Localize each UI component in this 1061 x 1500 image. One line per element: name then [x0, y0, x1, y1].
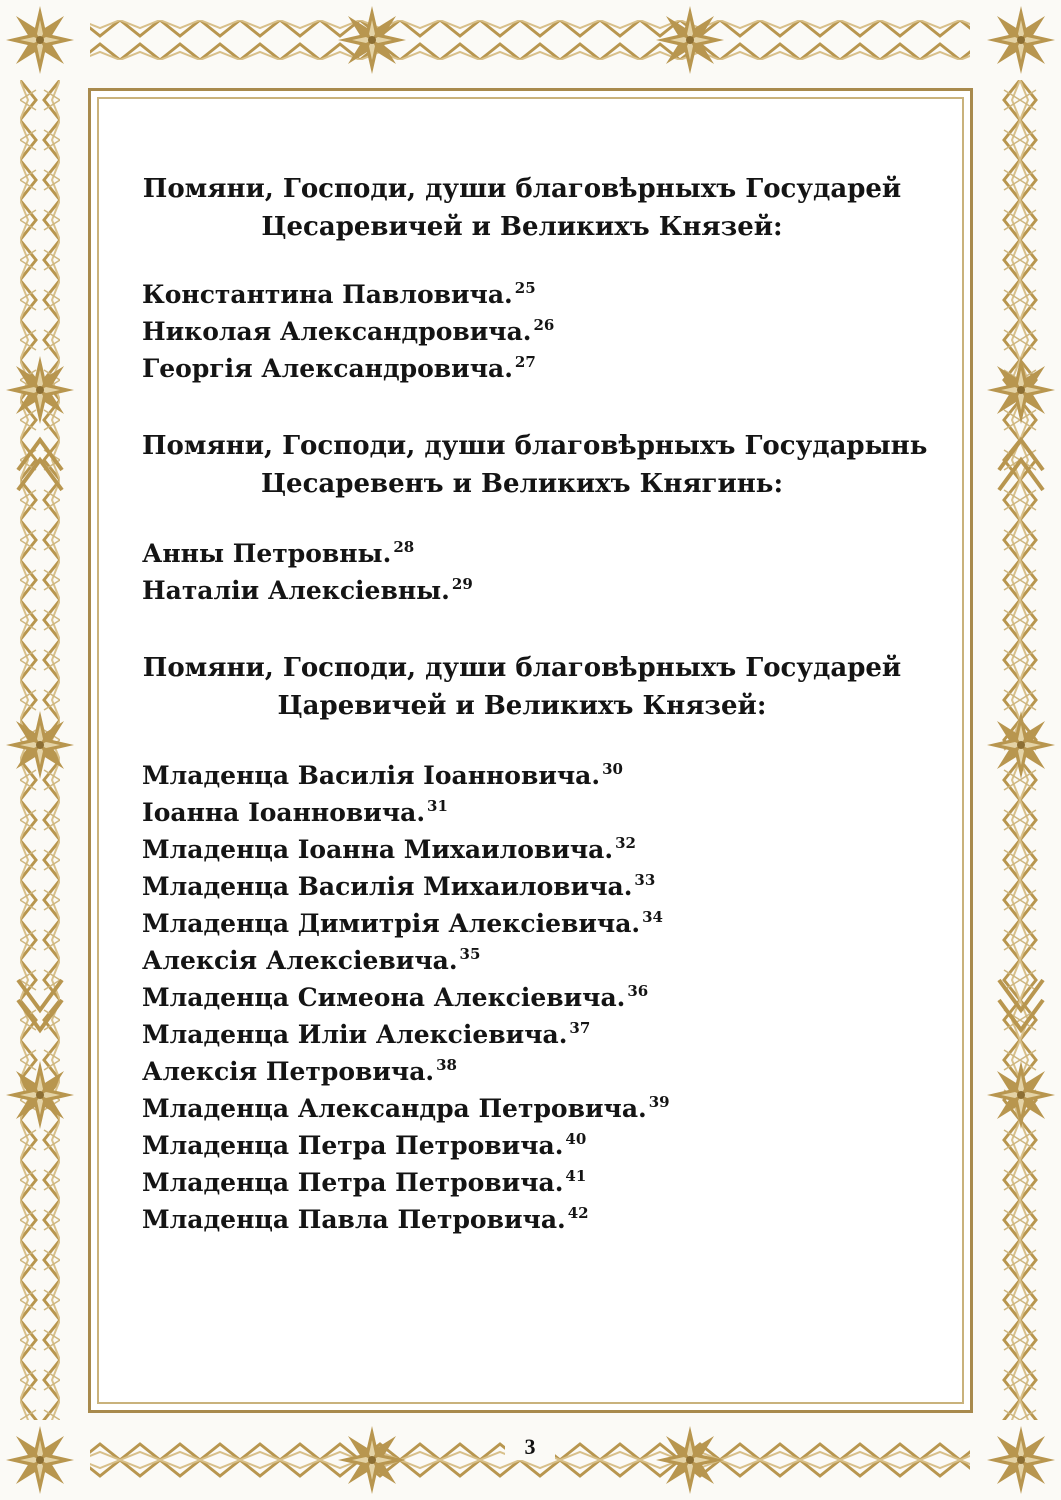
name-text: Георгія Александровича. — [142, 354, 513, 383]
name-text: Наталіи Алексіевны. — [142, 576, 450, 605]
footnote-number: 26 — [533, 316, 555, 334]
name-item — [142, 794, 902, 831]
name-item — [142, 1164, 902, 1201]
name-item — [142, 831, 902, 868]
name-text: Младенца Петра Петровича. — [142, 1168, 564, 1197]
heading-line-1: Помяни, Господи, души благовѣрныхъ Государей — [142, 653, 902, 683]
names-list-tsarevichi — [142, 757, 902, 1238]
footnote-number: 40 — [565, 1130, 587, 1148]
name-text: Младенца Александра Петровича. — [142, 1094, 647, 1123]
name-item — [142, 1090, 902, 1127]
footnote-number: 39 — [648, 1093, 670, 1111]
footnote-number: 30 — [602, 760, 623, 778]
name-text: Алексія Алексіевича. — [142, 946, 458, 975]
name-text: Младенца Петра Петровича. — [142, 1131, 564, 1160]
name-text: Младенца Иліи Алексіевича. — [142, 1020, 568, 1049]
name-text: Іоанна Іоанновича. — [142, 798, 426, 827]
name-text: Анны Петровны. — [142, 539, 392, 568]
footnote-number: 36 — [627, 982, 649, 1000]
heading-line-1: Помяни, Господи, души благовѣрныхъ Государей — [142, 174, 902, 204]
name-item — [142, 535, 902, 572]
footnote-number: 25 — [514, 279, 536, 297]
footnote-number: 38 — [436, 1056, 457, 1074]
name-text: Младенца Василія Іоанновича. — [142, 761, 601, 790]
name-item — [142, 942, 902, 979]
page-number: 3 — [505, 1434, 555, 1460]
heading-line-2: Цесаревичей и Великихъ Князей: — [261, 212, 783, 242]
name-item — [142, 868, 902, 905]
footnote-number: 33 — [634, 871, 656, 889]
name-text: Младенца Димитрія Алексіевича. — [142, 909, 641, 938]
name-item — [142, 276, 902, 313]
name-item — [142, 572, 902, 609]
heading-line-1: Помяни, Господи, души благовѣрныхъ Государынь — [142, 431, 928, 461]
name-text: Константина Павловича. — [142, 280, 513, 309]
name-item — [142, 905, 902, 942]
name-text: Младенца Симеона Алексіевича. — [142, 983, 626, 1012]
section-heading-tsesarevny — [142, 427, 928, 503]
name-item — [142, 1016, 902, 1053]
footnote-number: 31 — [427, 797, 448, 815]
names-list-tsesarevny — [142, 535, 902, 609]
footnote-number: 37 — [569, 1019, 591, 1037]
name-text: Алексія Петровича. — [142, 1057, 435, 1086]
content — [142, 170, 928, 1238]
name-item — [142, 1201, 902, 1238]
name-item — [142, 350, 902, 387]
footnote-number: 34 — [642, 908, 663, 926]
footnote-number: 29 — [451, 575, 473, 593]
name-item — [142, 979, 902, 1016]
name-text: Младенца Василія Михаиловича. — [142, 872, 633, 901]
names-list-tsesarevichi — [142, 276, 902, 387]
name-item — [142, 1127, 902, 1164]
section-heading-tsesarevichi — [142, 170, 902, 246]
name-text: Младенца Павла Петровича. — [142, 1205, 566, 1234]
heading-line-2: Цесаревенъ и Великихъ Княгинь: — [260, 469, 784, 499]
footnote-number: 42 — [567, 1204, 589, 1222]
heading-line-2: Царевичей и Великихъ Князей: — [277, 691, 767, 721]
section-heading-tsarevichi — [142, 649, 902, 725]
name-item — [142, 1053, 902, 1090]
name-item — [142, 757, 902, 794]
footnote-number: 28 — [393, 538, 415, 556]
footnote-number: 35 — [459, 945, 481, 963]
name-text: Младенца Іоанна Михаиловича. — [142, 835, 614, 864]
name-text: Николая Александровича. — [142, 317, 532, 346]
footnote-number: 41 — [565, 1167, 587, 1185]
footnote-number: 27 — [514, 353, 536, 371]
footnote-number: 32 — [615, 834, 636, 852]
name-item — [142, 313, 902, 350]
